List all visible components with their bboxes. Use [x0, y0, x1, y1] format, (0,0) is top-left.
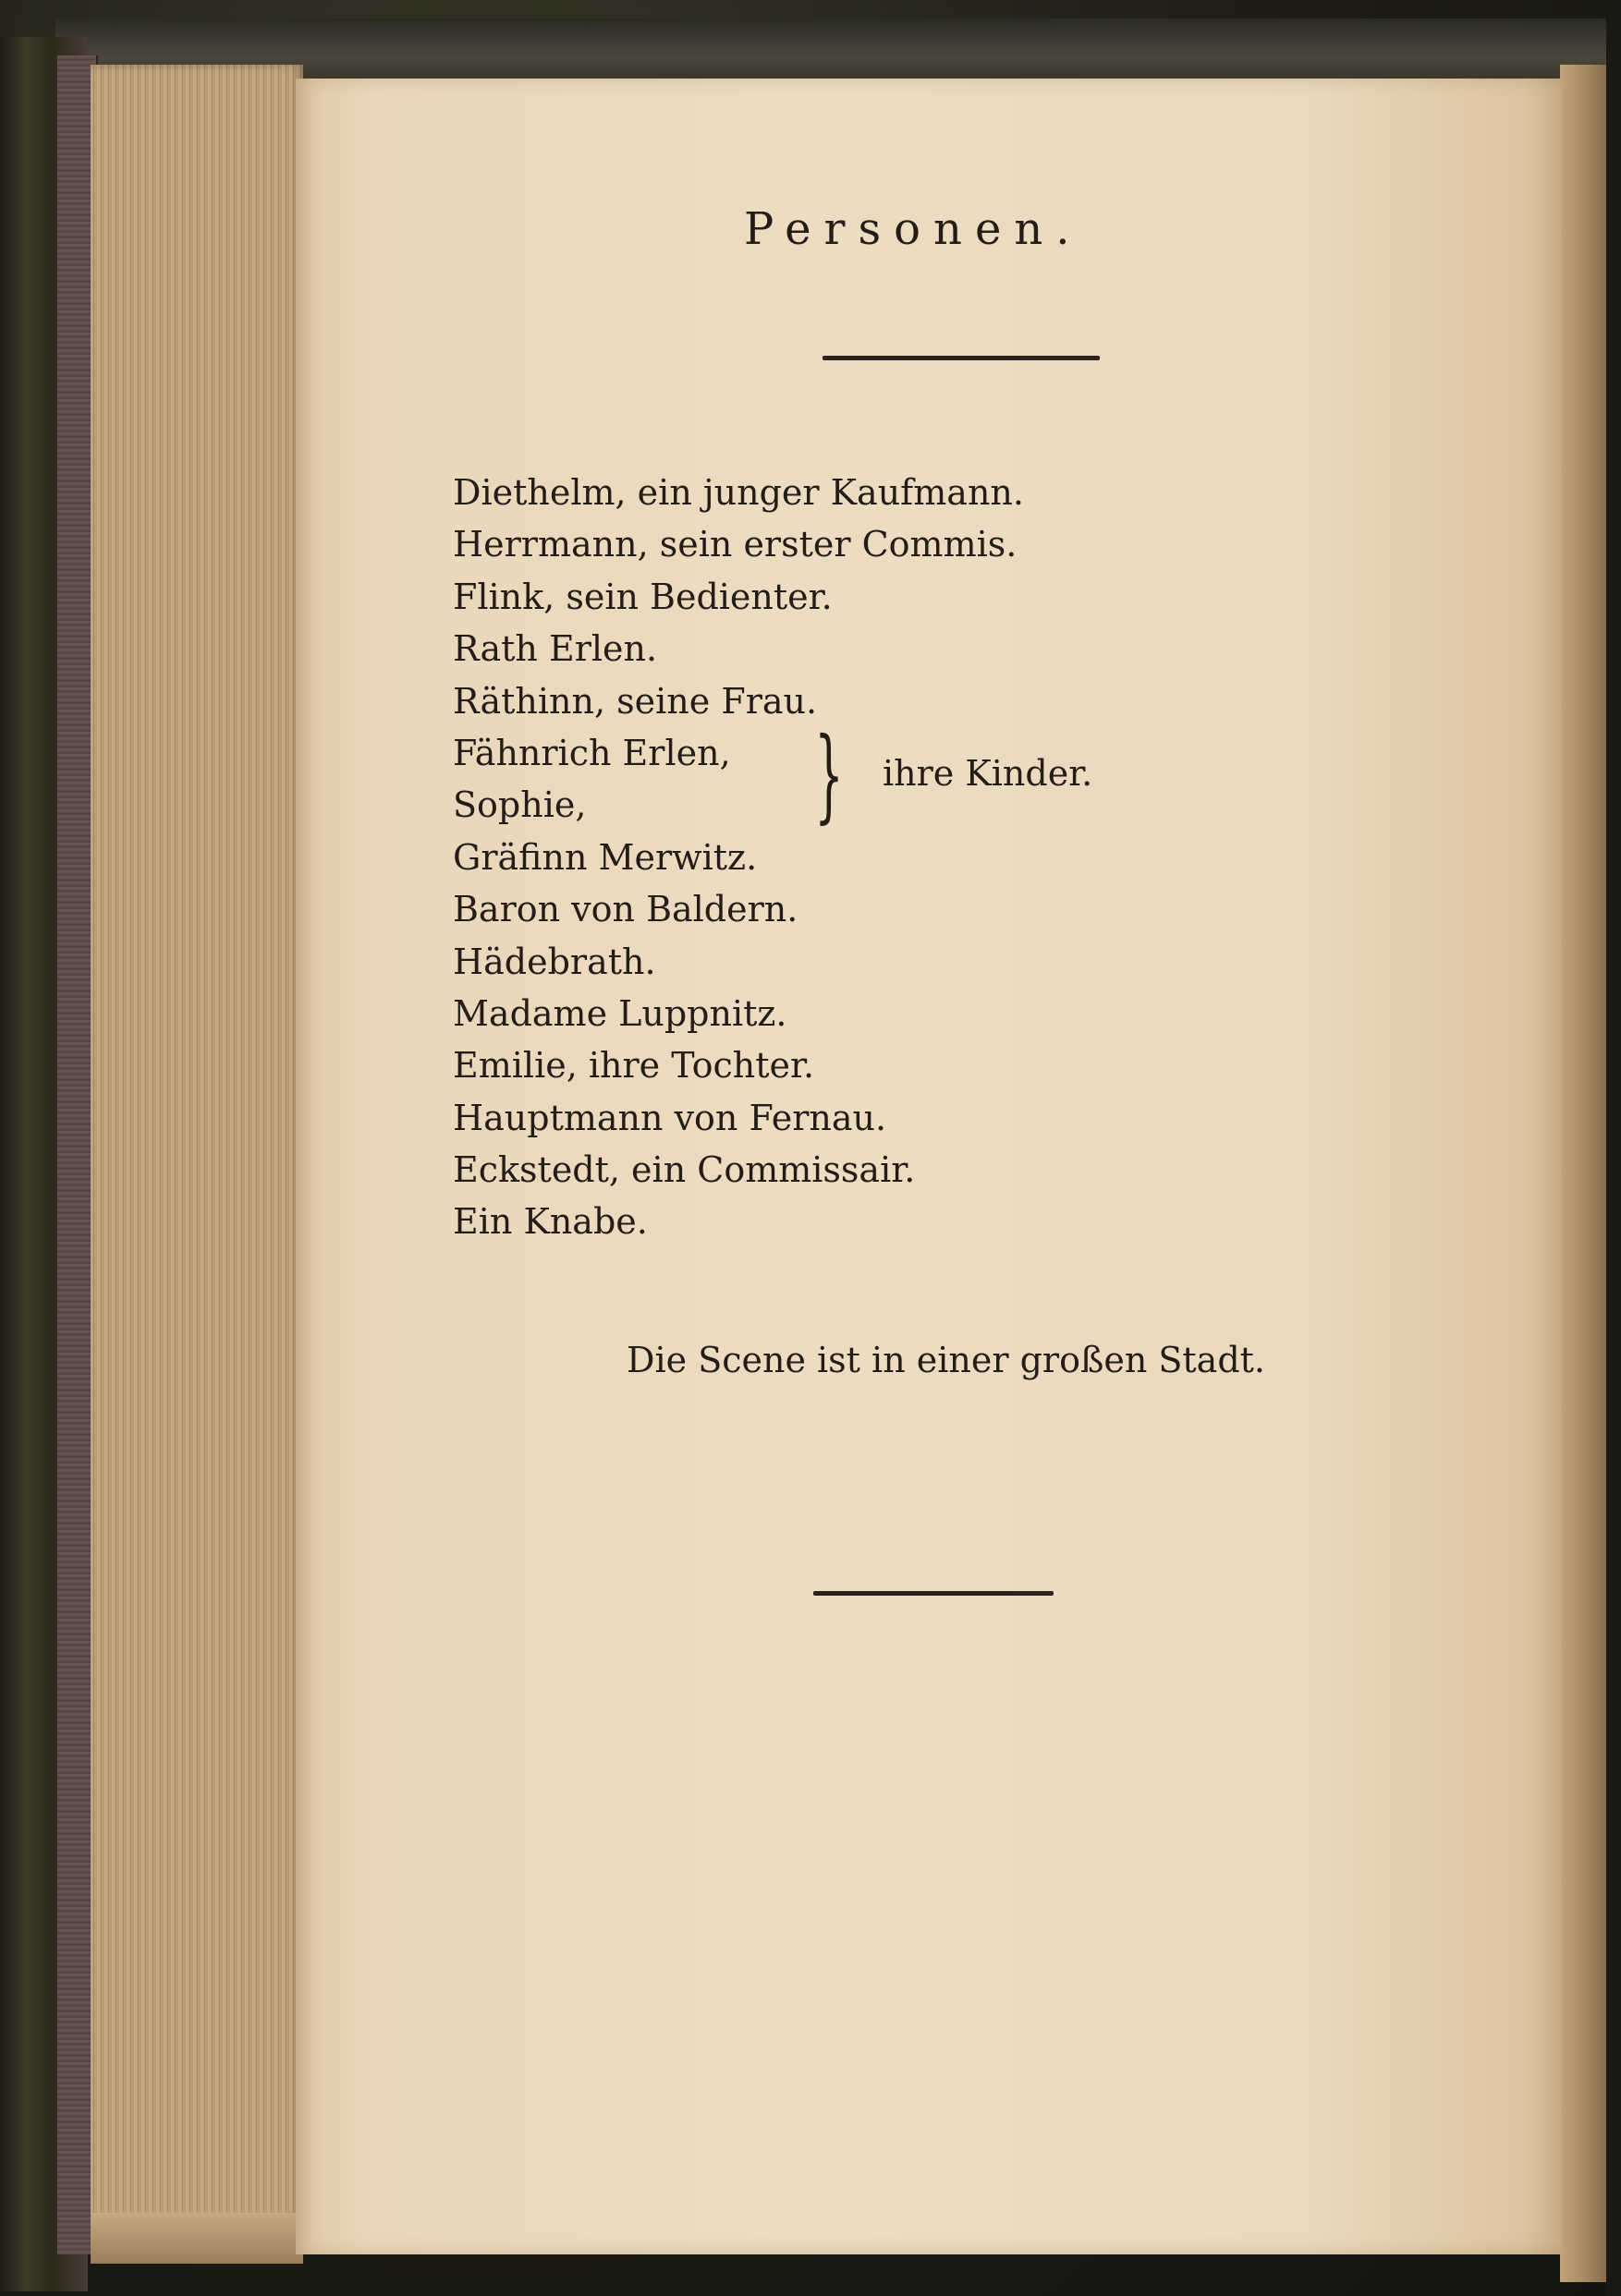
page-block-bottom: [91, 2213, 303, 2264]
right-shadow: [1606, 0, 1621, 2296]
cast-entry: Fähnrich Erlen,: [453, 732, 731, 773]
cast-entry: Eckstedt, ein Commissair.: [453, 1149, 916, 1191]
cast-entry: Gräfinn Merwitz.: [453, 836, 758, 878]
cast-entry: Madame Luppnitz.: [453, 992, 787, 1034]
cast-entry: Baron von Baldern.: [453, 889, 798, 930]
closing-rule: [813, 1591, 1054, 1596]
cast-entry: Hauptmann von Fernau.: [453, 1097, 887, 1138]
cast-entry: Emilie, ihre Tochter.: [453, 1045, 815, 1087]
children-brace: }: [814, 715, 844, 833]
cast-entry: Räthinn, seine Frau.: [453, 680, 818, 722]
cast-entry: Herrmann, sein erster Commis.: [453, 524, 1018, 565]
page-block-edges: [91, 65, 303, 2264]
cast-entry: Diethelm, ein junger Kaufmann.: [453, 472, 1024, 513]
children-group-label: ihre Kinder.: [883, 753, 1093, 794]
cast-list: [453, 467, 1285, 1248]
cast-entry: Sophie,: [453, 784, 587, 826]
cast-entry: Rath Erlen.: [453, 628, 658, 670]
scene-note: Die Scene ist in einer großen Stadt.: [627, 1340, 1266, 1380]
cast-entry: Ein Knabe.: [453, 1201, 648, 1243]
cast-entry: Flink, sein Bedienter.: [453, 576, 833, 617]
title-rule: [823, 356, 1100, 360]
page-title: Personen.: [744, 203, 1083, 255]
cast-entry: Hädebrath.: [453, 941, 656, 982]
